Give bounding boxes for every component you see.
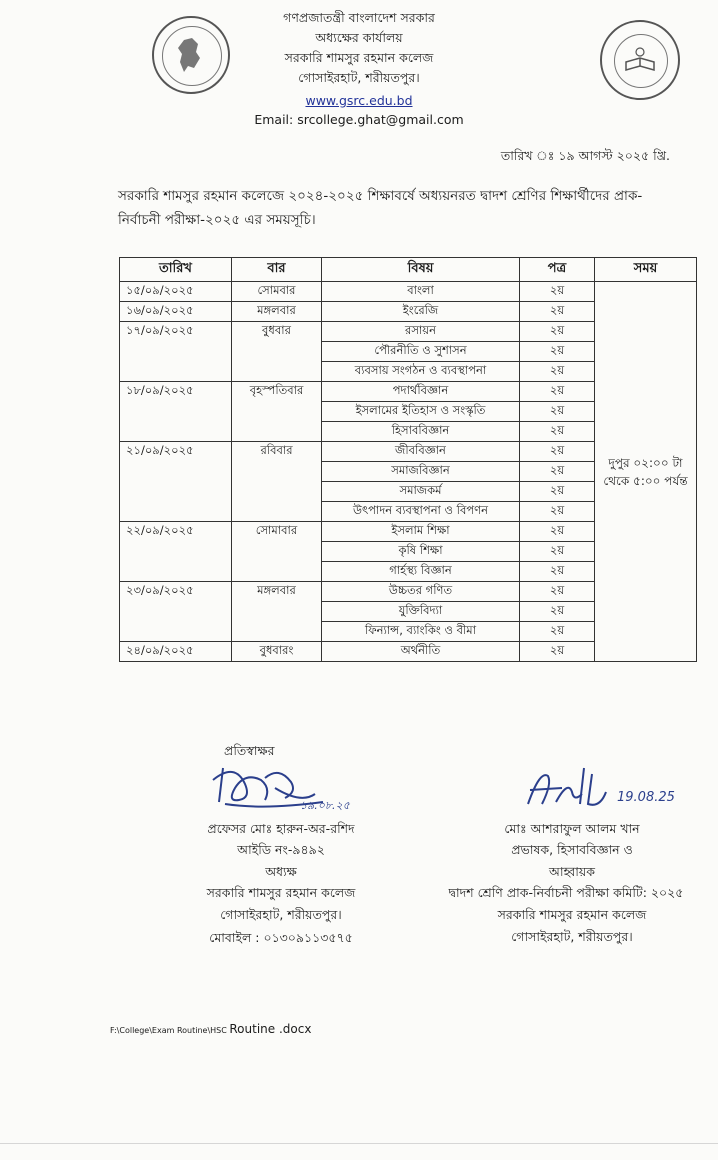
- convener-role: আহ্বায়ক: [549, 864, 595, 879]
- convener-designation: প্রভাষক, হিসাববিজ্ঞান ও: [511, 842, 633, 857]
- principal-signature-date: ১৯.০৮.২৫: [300, 799, 350, 812]
- paper-cell: ২য়: [520, 322, 595, 342]
- subject-cell: ইংরেজি: [322, 302, 520, 322]
- subject-cell: ইসলামের ইতিহাস ও সংস্কৃতি: [322, 402, 520, 422]
- subject-cell: বাংলা: [322, 282, 520, 302]
- paper-cell: ২য়: [520, 562, 595, 582]
- principal-id: আইডি নং-৯৪৯২: [237, 842, 325, 857]
- paper-cell: ২য়: [520, 582, 595, 602]
- exam-day-cell: বুধবার: [232, 322, 322, 382]
- paper-cell: ২য়: [520, 482, 595, 502]
- subject-cell: সমাজকর্ম: [322, 482, 520, 502]
- principal-college: সরকারি শামসুর রহমান কলেজ: [206, 885, 356, 900]
- committee-name: দ্বাদশ শ্রেণি প্রাক-নির্বাচনী পরীক্ষা কমিটি: ২০২৫: [448, 885, 684, 900]
- paper-cell: ২য়: [520, 642, 595, 662]
- table-header-row: [120, 258, 697, 282]
- countersign-label: প্রতিস্বাক্ষর: [224, 743, 275, 758]
- principal-address: গোসাইরহাট, শরীয়তপুর।: [220, 907, 342, 922]
- book-emblem-icon: [602, 22, 678, 98]
- exam-routine-table: [119, 257, 697, 662]
- header-line-government: গণপ্রজাতন্ত্রী বাংলাদেশ সরকার: [283, 10, 435, 25]
- subject-cell: জীববিজ্ঞান: [322, 442, 520, 462]
- header-line-office: অধ্যক্ষের কার্যালয়: [315, 30, 403, 45]
- paper-cell: ২য়: [520, 422, 595, 442]
- paper-cell: ২য়: [520, 402, 595, 422]
- file-path-footer: [110, 1022, 311, 1036]
- subject-paragraph: সরকারি শামসুর রহমান কলেজে ২০২৪-২০২৫ শিক্ষাবর্ষে অধ্যয়নরত দ্বাদশ শ্রেণির শিক্ষার্থীদের প্রাক-নির্বাচনী পরীক্ষা-২০২৫ এর সময়সূচি।: [118, 188, 643, 228]
- college-seal-logo: [600, 20, 680, 100]
- exam-date-cell: ২১/০৯/২০২৫: [120, 442, 232, 522]
- subject-cell: গার্হস্থ্য বিজ্ঞান: [322, 562, 520, 582]
- subject-cell: ফিন্যান্স, ব্যাংকিং ও বীমা: [322, 622, 520, 642]
- exam-day-cell: বৃহস্পতিবার: [232, 382, 322, 442]
- exam-date-cell: ২২/০৯/২০২৫: [120, 522, 232, 582]
- header-subject: বিষয়: [322, 258, 520, 282]
- subject-cell: পৌরনীতি ও সুশাসন: [322, 342, 520, 362]
- convener-college: সরকারি শামসুর রহমান কলেজ: [497, 907, 647, 922]
- table-row: [120, 282, 697, 302]
- paper-cell: ২য়: [520, 302, 595, 322]
- exam-day-cell: রবিবার: [232, 442, 322, 522]
- convener-signature-date: 19.08.25: [617, 790, 675, 805]
- exam-day-cell: মঙ্গলবার: [232, 582, 322, 642]
- paper-cell: ২য়: [520, 602, 595, 622]
- subject-cell: যুক্তিবিদ্যা: [322, 602, 520, 622]
- paper-cell: ২য়: [520, 442, 595, 462]
- subject-cell: ব্যবসায় সংগঠন ও ব্যবস্থাপনা: [322, 362, 520, 382]
- convener-address: গোসাইরহাট, শরীয়তপুর।: [511, 929, 633, 944]
- exam-date-cell: ২৩/০৯/২০২৫: [120, 582, 232, 642]
- subject-cell: সমাজবিজ্ঞান: [322, 462, 520, 482]
- subject-cell: পদার্থবিজ্ঞান: [322, 382, 520, 402]
- header-date: তারিখ: [120, 258, 232, 282]
- exam-date-cell: ১৭/০৯/২০২৫: [120, 322, 232, 382]
- subject-cell: অর্থনীতি: [322, 642, 520, 662]
- paper-cell: ২য়: [520, 382, 595, 402]
- issue-date: তারিখ ঃ ১৯ আগস্ট ২০২৫ খ্রি.: [500, 148, 670, 163]
- exam-date-cell: ১৮/০৯/২০২৫: [120, 382, 232, 442]
- principal-mobile: মোবাইল : ০১৩০৯১১৩৫৭৫: [209, 930, 353, 945]
- header-address: গোসাইরহাট, শরীয়তপুর।: [298, 70, 420, 85]
- header-day: বার: [232, 258, 322, 282]
- exam-date-cell: ২৪/০৯/২০২৫: [120, 642, 232, 662]
- exam-time-cell: দুপুর ০২:০০ টা থেকে ৫:০০ পর্যন্ত: [595, 282, 697, 662]
- subject-cell: রসায়ন: [322, 322, 520, 342]
- paper-cell: ২য়: [520, 522, 595, 542]
- exam-date-cell: ১৫/০৯/২০২৫: [120, 282, 232, 302]
- exam-day-cell: বুধবারং: [232, 642, 322, 662]
- paper-cell: ২য়: [520, 362, 595, 382]
- exam-day-cell: মঙ্গলবার: [232, 302, 322, 322]
- page-bottom-rule: [0, 1143, 718, 1144]
- file-name-text: Routine .docx: [229, 1022, 312, 1036]
- subject-cell: হিসাববিজ্ঞান: [322, 422, 520, 442]
- header-time: সময়: [595, 258, 697, 282]
- paper-cell: ২য়: [520, 342, 595, 362]
- exam-date-cell: ১৬/০৯/২০২৫: [120, 302, 232, 322]
- file-path-text: F:\College\Exam Routine\HSC: [110, 1026, 230, 1035]
- subject-cell: উৎপাদন ব্যবস্থাপনা ও বিপণন: [322, 502, 520, 522]
- email-address: Email: srcollege.ghat@gmail.com: [254, 112, 464, 127]
- subject-cell: কৃষি শিক্ষা: [322, 542, 520, 562]
- subject-cell: ইসলাম শিক্ষা: [322, 522, 520, 542]
- paper-cell: ২য়: [520, 282, 595, 302]
- table-body: [120, 282, 697, 662]
- website-link[interactable]: www.gsrc.edu.bd: [305, 93, 413, 108]
- exam-day-cell: সোমাবার: [232, 522, 322, 582]
- paper-cell: ২য়: [520, 542, 595, 562]
- convener-signature: [522, 764, 632, 814]
- principal-designation: অধ্যক্ষ: [265, 864, 297, 879]
- paper-cell: ২য়: [520, 502, 595, 522]
- exam-day-cell: সোমবার: [232, 282, 322, 302]
- header-paper: পত্র: [520, 258, 595, 282]
- paper-cell: ২য়: [520, 622, 595, 642]
- subject-cell: উচ্চতর গণিত: [322, 582, 520, 602]
- principal-name: প্রফেসর মোঃ হারুন-অর-রশিদ: [207, 821, 355, 836]
- header-college-name: সরকারি শামসুর রহমান কলেজ: [284, 50, 434, 65]
- convener-name: মোঃ আশরাফুল আলম খান: [504, 821, 640, 836]
- paper-cell: ২য়: [520, 462, 595, 482]
